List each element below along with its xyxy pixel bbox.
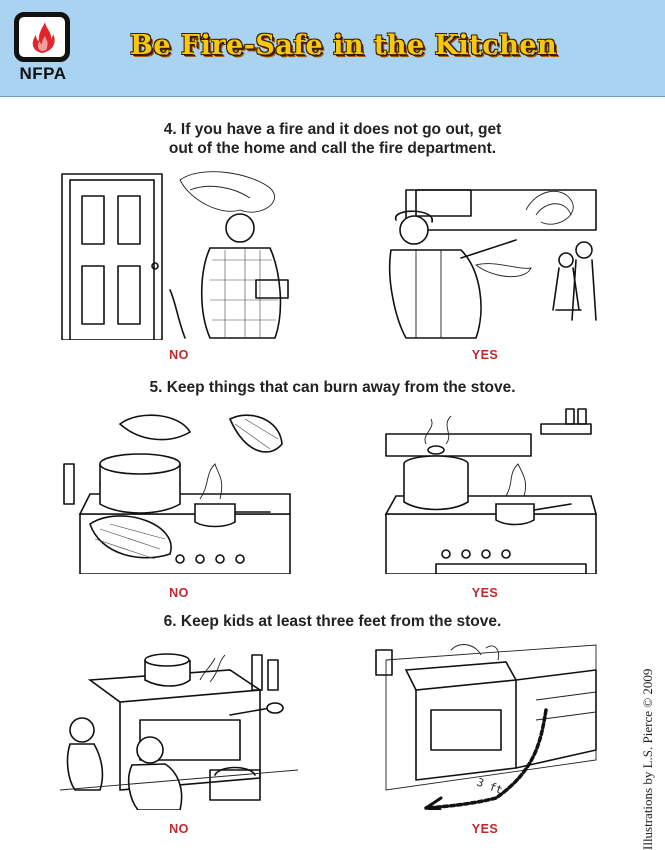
instruction-6: 6. Keep kids at least three feet from the stove.	[163, 613, 502, 630]
svg-text:3 ft: 3 ft	[474, 775, 505, 797]
page-title: Be Fire-Safe in the Kitchen	[130, 30, 558, 61]
illustration-kids-yes	[366, 640, 604, 810]
instruction-4: 4. If you have a fire and it does not go out, get out of the home and call the fire department.	[163, 121, 502, 157]
illustration-stove-yes	[366, 404, 604, 574]
label-no-6: NO	[169, 822, 189, 836]
illustration-fire-yes	[366, 170, 604, 340]
instruction-5: 5. Keep things that can burn away from the stove.	[149, 379, 516, 396]
illustration-kids-no	[60, 640, 298, 810]
label-yes-4: YES	[471, 348, 499, 362]
illustration-credit: Illustrations by L.S. Pierce © 2009	[640, 668, 655, 850]
illustration-fire-no	[60, 170, 298, 340]
label-yes-5: YES	[471, 586, 499, 600]
nfpa-logo-frame	[14, 12, 70, 62]
label-yes-6: YES	[471, 822, 499, 836]
flame-icon	[19, 17, 65, 57]
nfpa-logo-text: NFPA	[19, 64, 67, 83]
illustration-stove-no	[60, 404, 298, 574]
nfpa-logo	[10, 12, 80, 84]
label-no-5: NO	[169, 586, 189, 600]
label-no-4: NO	[169, 348, 189, 362]
header-band	[0, 0, 665, 97]
